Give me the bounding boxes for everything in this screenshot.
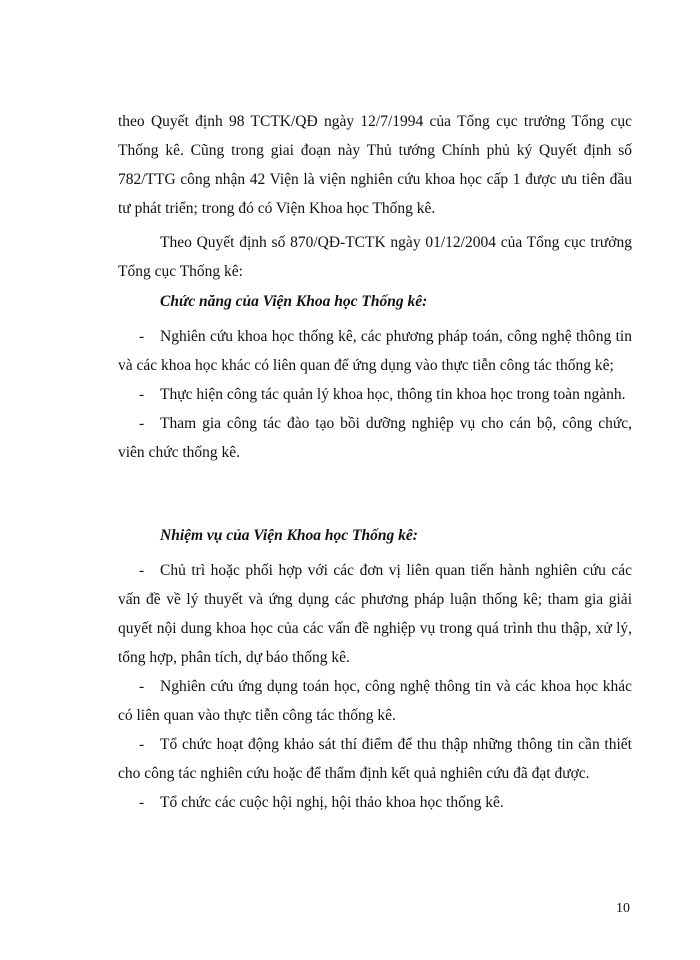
tasks-list bbox=[118, 556, 632, 817]
list-item bbox=[118, 730, 632, 788]
list-item-text: Tham gia công tác đào tạo bồi dưỡng nghiệp vụ cho cán bộ, công chức, viên chức thống kê. bbox=[118, 415, 632, 461]
functions-heading: Chức năng của Viện Khoa học Thống kê: bbox=[160, 293, 428, 310]
list-dash: - bbox=[139, 328, 145, 345]
list-dash: - bbox=[139, 386, 145, 403]
list-item bbox=[118, 788, 632, 817]
list-item-text: Nghiên cứu khoa học thống kê, các phương pháp toán, công nghệ thông tin và các khoa học khác có liên quan để ứng dụng vào thực tiễn công tác thống kê; bbox=[118, 328, 632, 374]
list-dash: - bbox=[139, 678, 145, 695]
list-item bbox=[118, 380, 632, 409]
list-item-text: Tổ chức hoạt động khảo sát thí điểm để thu thập những thông tin cần thiết cho công tác nghiên cứu hoặc để thẩm định kết quả nghiên cứu đã đạt được. bbox=[118, 736, 632, 782]
list-item bbox=[118, 672, 632, 730]
list-dash: - bbox=[139, 415, 145, 432]
functions-list bbox=[118, 322, 632, 467]
tasks-heading: Nhiệm vụ của Viện Khoa học Thống kê: bbox=[160, 527, 418, 544]
list-dash: - bbox=[139, 794, 145, 811]
list-item-text: Nghiên cứu ứng dụng toán học, công nghệ thông tin và các khoa học khác có liên quan vào thực tiễn công tác thống kê. bbox=[118, 678, 632, 724]
list-dash: - bbox=[139, 736, 145, 753]
body-paragraph-2: Theo Quyết định số 870/QĐ-TCTK ngày 01/12/2004 của Tổng cục trưởng Tổng cục Thống kê: bbox=[118, 234, 632, 280]
list-item bbox=[118, 322, 632, 380]
list-item-text: Tổ chức các cuộc hội nghị, hội thảo khoa học thống kê. bbox=[160, 794, 504, 811]
list-dash: - bbox=[139, 562, 145, 579]
page-number: 10 bbox=[616, 901, 630, 916]
list-item bbox=[118, 556, 632, 672]
list-item-text: Thực hiện công tác quản lý khoa học, thông tin khoa học trong toàn ngành. bbox=[160, 386, 626, 403]
body-paragraph-1: theo Quyết định 98 TCTK/QĐ ngày 12/7/1994 của Tổng cục trưởng Tổng cục Thống kê. Cũng trong giai đoạn này Thủ tướng Chính phủ ký Quyết định số 782/TTG công nhận 42 Viện là viện nghiên cứu khoa học cấp 1 được ưu tiên đầu tư phát triển; trong đó có Viện Khoa học Thống kê. bbox=[118, 113, 632, 217]
list-item-text: Chủ trì hoặc phối hợp với các đơn vị liên quan tiến hành nghiên cứu các vấn đề về lý thuyết và ứng dụng các phương pháp luận thống kê; tham gia giải quyết nội dung khoa học của các vấn đề nghiệp vụ trong quá trình thu thập, xử lý, tổng hợp, phân tích, dự báo thống kê. bbox=[118, 562, 632, 666]
list-item bbox=[118, 409, 632, 467]
